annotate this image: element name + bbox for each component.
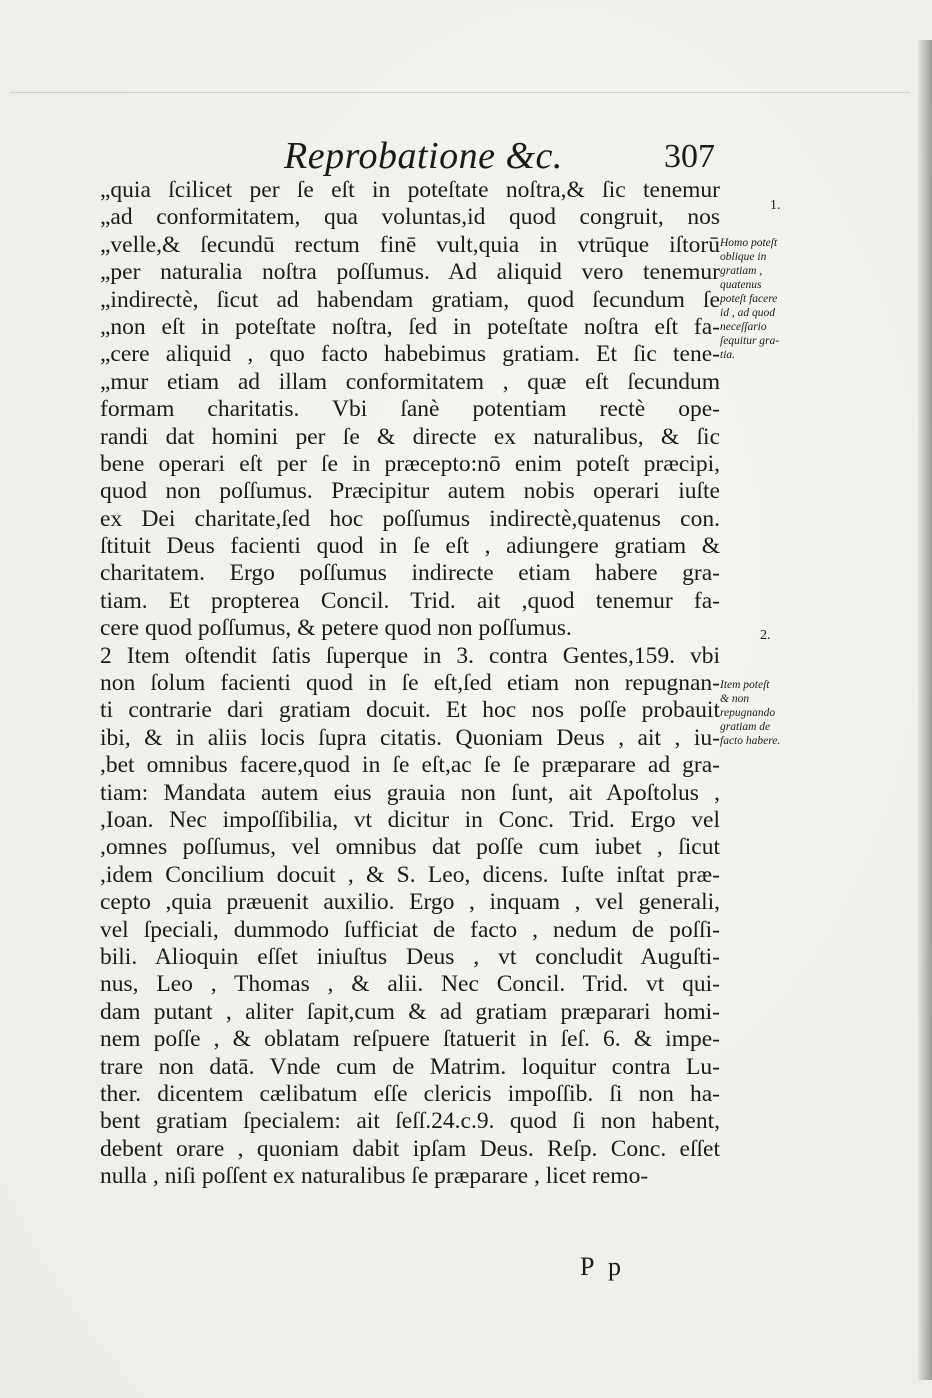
margin-note-1 <box>720 236 824 362</box>
margin-note-line: neceſſario <box>720 321 767 333</box>
text-line: bili. Alioquin eſſet iniuſtus Deus , vt concludit Auguſti- <box>100 943 720 970</box>
margin-note-line: id , ad quod <box>720 307 775 319</box>
text-line: trare non datā. Vnde cum de Matrim. loquitur contra Lu- <box>100 1053 720 1080</box>
running-title: Reprobatione &c. <box>284 135 563 177</box>
signature-mark: P p <box>580 1252 625 1281</box>
text-line: „indirectè, ſicut ad habendam gratiam, quod ſecundum ſe <box>100 286 720 313</box>
text-line: nem poſſe , & oblatam reſpuere ſtatuerit in ſeſ. 6. & impe- <box>100 1026 720 1053</box>
text-line: bent gratiam ſpecialem: ait ſeſſ.24.c.9. quod ſi non habent, <box>100 1108 720 1135</box>
text-line: bene operari eſt per ſe in præcepto:nō enim poteſt præcipi, <box>100 450 720 477</box>
margin-number-2: 2. <box>760 628 771 643</box>
text-line: ,omnes poſſumus, vel omnibus dat poſſe cum iubet , ſicut <box>100 834 720 861</box>
text-line: charitatem. Ergo poſſumus indirecte etiam habere gra- <box>100 560 720 587</box>
text-line: ther. dicentem cælibatum eſſe clericis impoſſib. ſi non ha- <box>100 1080 720 1107</box>
text-line: non ſolum facienti quod in ſe eſt,ſed etiam non repugnan- <box>100 670 720 697</box>
text-line: formam charitatis. Vbi ſanè potentiam rectè ope- <box>100 396 720 423</box>
text-line: ,idem Concilium docuit , & S. Leo, dicens. Iuſte inſtat præ- <box>100 861 720 888</box>
binding-gutter <box>918 40 932 1380</box>
text-line: „per naturalia noſtra poſſumus. Ad aliquid vero tenemur <box>100 259 720 286</box>
text-line: ,Ioan. Nec impoſſibilia, vt dicitur in Conc. Trid. Ergo vel <box>100 806 720 833</box>
margin-note-line: poteſt facere <box>720 293 778 305</box>
margin-note-line: quatenus <box>720 279 762 291</box>
margin-note-line: gratiam de <box>720 721 771 733</box>
text-line: tiam. Et propterea Concil. Trid. ait ,quod tenemur fa- <box>100 587 720 614</box>
text-line: „quia ſcilicet per ſe eſt in poteſtate noſtra,& ſic tenemur <box>100 177 720 203</box>
text-line: dam putant , aliter ſapit,cum & ad gratiam præparari homi- <box>100 998 720 1025</box>
margin-number-1: 1. <box>770 198 781 213</box>
text-line: quod non poſſumus. Præcipitur autem nobis operari iuſte <box>100 478 720 505</box>
margin-note-line: Item poteſt <box>720 679 770 691</box>
body-text <box>100 177 720 1190</box>
text-line: „cere aliquid , quo facto habebimus gratiam. Et ſic tene- <box>100 341 720 368</box>
margin-note-line: oblique in <box>720 251 767 263</box>
text-line: „velle,& ſecundū rectum finē vult,quia in vtrūque iſtorū <box>100 231 720 258</box>
margin-note-line: gratiam , <box>720 265 763 277</box>
text-line: ibi, & in aliis locis ſupra citatis. Quoniam Deus , ait , iu- <box>100 724 720 751</box>
margin-note-line: Homo poteſt <box>720 237 778 249</box>
text-line: 2 Item oſtendit ſatis ſuperque in 3. contra Gentes,159. vbi <box>100 642 720 669</box>
margin-note-line: repugnando <box>720 707 776 719</box>
page-edge-rule <box>10 92 910 93</box>
page-number: 307 <box>664 138 715 175</box>
text-line: „ad conformitatem, qua voluntas,id quod congruit, nos <box>100 204 720 231</box>
margin-note-line: facto habere. <box>720 735 781 747</box>
text-line: ſtituit Deus facienti quod in ſe eſt , adiungere gratiam & <box>100 533 720 560</box>
text-line: ti contrarie dari gratiam docuit. Et hoc nos poſſe probauit <box>100 697 720 724</box>
text-line: nus, Leo , Thomas , & alii. Nec Concil. Trid. vt qui- <box>100 971 720 998</box>
margin-note-line: ſequitur gra- <box>720 335 780 347</box>
text-line: debent orare , quoniam dabit ipſam Deus. Reſp. Conc. eſſet <box>100 1135 720 1162</box>
text-line: cepto ,quia præuenit auxilio. Ergo , inquam , vel generali, <box>100 889 720 916</box>
margin-note-2 <box>720 678 824 748</box>
text-line: nulla , niſi poſſent ex naturalibus ſe præparare , licet remo- <box>100 1163 649 1190</box>
text-line: „mur etiam ad illam conformitatem , quæ eſt ſecundum <box>100 368 720 395</box>
text-line: cere quod poſſumus, & petere quod non poſſumus. <box>100 615 572 642</box>
text-line: „non eſt in poteſtate noſtra, ſed in poteſtate noſtra eſt fa- <box>100 313 720 340</box>
text-line: vel ſpeciali, dummodo ſufficiat de facto , nedum de poſſi- <box>100 916 720 943</box>
text-line: tiam: Mandata autem eius grauia non ſunt, ait Apoſtolus , <box>100 779 720 806</box>
margin-note-line: & non <box>720 693 750 705</box>
text-line: randi dat homini per ſe & directe ex naturalibus, & ſic <box>100 423 720 450</box>
text-line: ,bet omnibus facere,quod in ſe eſt,ac ſe ſe præparare ad gra- <box>100 752 720 779</box>
text-line: ex Dei charitate,ſed hoc poſſumus indirectè,quatenus con. <box>100 505 720 532</box>
margin-note-line: tia. <box>720 349 736 361</box>
